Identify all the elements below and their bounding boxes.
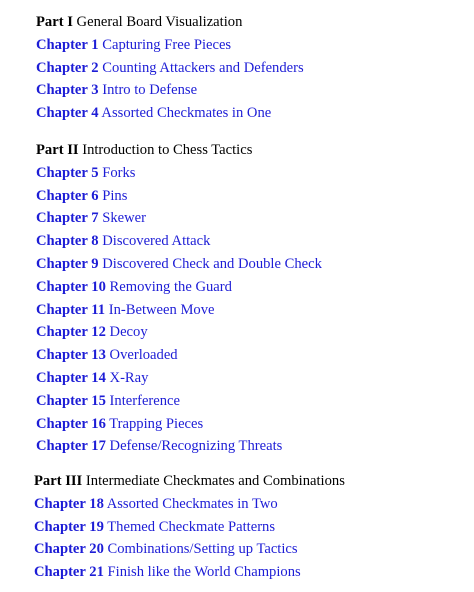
- chapter-label: Chapter 16: [36, 415, 106, 432]
- chapter-link-17[interactable]: [36, 435, 474, 458]
- chapter-link-6[interactable]: [36, 185, 474, 208]
- chapter-title: Defense/Recognizing Threats: [109, 438, 283, 455]
- chapter-link-1[interactable]: [36, 34, 474, 57]
- chapter-label: Chapter 3: [36, 82, 99, 99]
- chapter-label: Chapter 14: [36, 369, 106, 386]
- chapter-link-9[interactable]: [36, 253, 474, 276]
- chapter-label: Chapter 5: [36, 164, 99, 181]
- chapter-label: Chapter 12: [36, 324, 106, 341]
- part-label: Part I: [36, 14, 73, 30]
- chapter-title: Overloaded: [109, 347, 178, 364]
- part-2-section: [36, 139, 474, 458]
- chapter-link-2[interactable]: [36, 57, 474, 80]
- chapter-title: Discovered Attack: [102, 233, 211, 250]
- chapter-label: Chapter 21: [34, 564, 104, 581]
- chapter-label: Chapter 15: [36, 392, 106, 409]
- chapter-link-8[interactable]: [36, 230, 474, 253]
- chapter-link-21[interactable]: [34, 561, 474, 584]
- part-heading: [36, 11, 474, 34]
- chapter-label: Chapter 18: [34, 495, 104, 512]
- chapter-label: Chapter 6: [36, 187, 99, 204]
- chapter-label: Chapter 10: [36, 278, 106, 295]
- part-title: Intermediate Checkmates and Combinations: [85, 473, 345, 489]
- chapter-title: In-Between Move: [108, 301, 215, 318]
- chapter-label: Chapter 7: [36, 210, 99, 227]
- chapter-title: Discovered Check and Double Check: [102, 255, 322, 272]
- chapter-label: Chapter 2: [36, 59, 99, 76]
- part-label: Part III: [34, 473, 83, 489]
- chapter-label: Chapter 20: [34, 541, 104, 558]
- chapter-link-5[interactable]: [36, 162, 474, 185]
- chapter-title: Counting Attackers and Defenders: [102, 59, 304, 76]
- chapter-link-13[interactable]: [36, 344, 474, 367]
- chapter-label: Chapter 8: [36, 233, 99, 250]
- chapter-link-7[interactable]: [36, 207, 474, 230]
- chapter-label: Chapter 19: [34, 518, 104, 535]
- chapter-label: Chapter 13: [36, 347, 106, 364]
- chapter-title: Intro to Defense: [102, 82, 198, 99]
- chapter-link-14[interactable]: [36, 367, 474, 390]
- chapter-label: Chapter 4: [36, 105, 99, 122]
- chapter-link-3[interactable]: [36, 79, 474, 102]
- chapter-title: Assorted Checkmates in Two: [106, 495, 278, 512]
- part-title: General Board Visualization: [76, 14, 243, 30]
- chapter-title: Combinations/Setting up Tactics: [107, 541, 298, 558]
- chapter-title: Finish like the World Champions: [107, 564, 301, 581]
- part-label: Part II: [36, 142, 79, 158]
- chapter-link-15[interactable]: [36, 390, 474, 413]
- chapter-link-16[interactable]: [36, 413, 474, 436]
- part-heading: [36, 139, 474, 162]
- chapter-title: Interference: [109, 392, 181, 409]
- chapter-link-20[interactable]: [34, 538, 474, 561]
- chapter-link-12[interactable]: [36, 321, 474, 344]
- chapter-title: Capturing Free Pieces: [102, 36, 232, 53]
- chapter-link-4[interactable]: [36, 102, 474, 125]
- chapter-link-11[interactable]: [36, 299, 474, 322]
- chapter-link-10[interactable]: [36, 276, 474, 299]
- chapter-link-18[interactable]: [34, 493, 474, 516]
- part-title: Introduction to Chess Tactics: [82, 142, 253, 158]
- chapter-title: Skewer: [102, 210, 147, 227]
- part-3-section: [34, 470, 474, 584]
- chapter-title: Themed Checkmate Patterns: [107, 518, 276, 535]
- chapter-title: Forks: [102, 164, 136, 181]
- chapter-title: Trapping Pieces: [109, 415, 204, 432]
- chapter-title: X-Ray: [109, 369, 149, 386]
- part-heading: [34, 470, 474, 493]
- part-1-section: [36, 11, 474, 125]
- chapter-label: Chapter 9: [36, 255, 99, 272]
- chapter-label: Chapter 17: [36, 438, 106, 455]
- chapter-link-19[interactable]: [34, 516, 474, 539]
- chapter-title: Decoy: [109, 324, 148, 341]
- chapter-title: Assorted Checkmates in One: [101, 105, 272, 122]
- chapter-title: Pins: [102, 187, 128, 204]
- chapter-title: Removing the Guard: [109, 278, 232, 295]
- chapter-label: Chapter 1: [36, 36, 99, 53]
- chapter-label: Chapter 11: [36, 301, 106, 318]
